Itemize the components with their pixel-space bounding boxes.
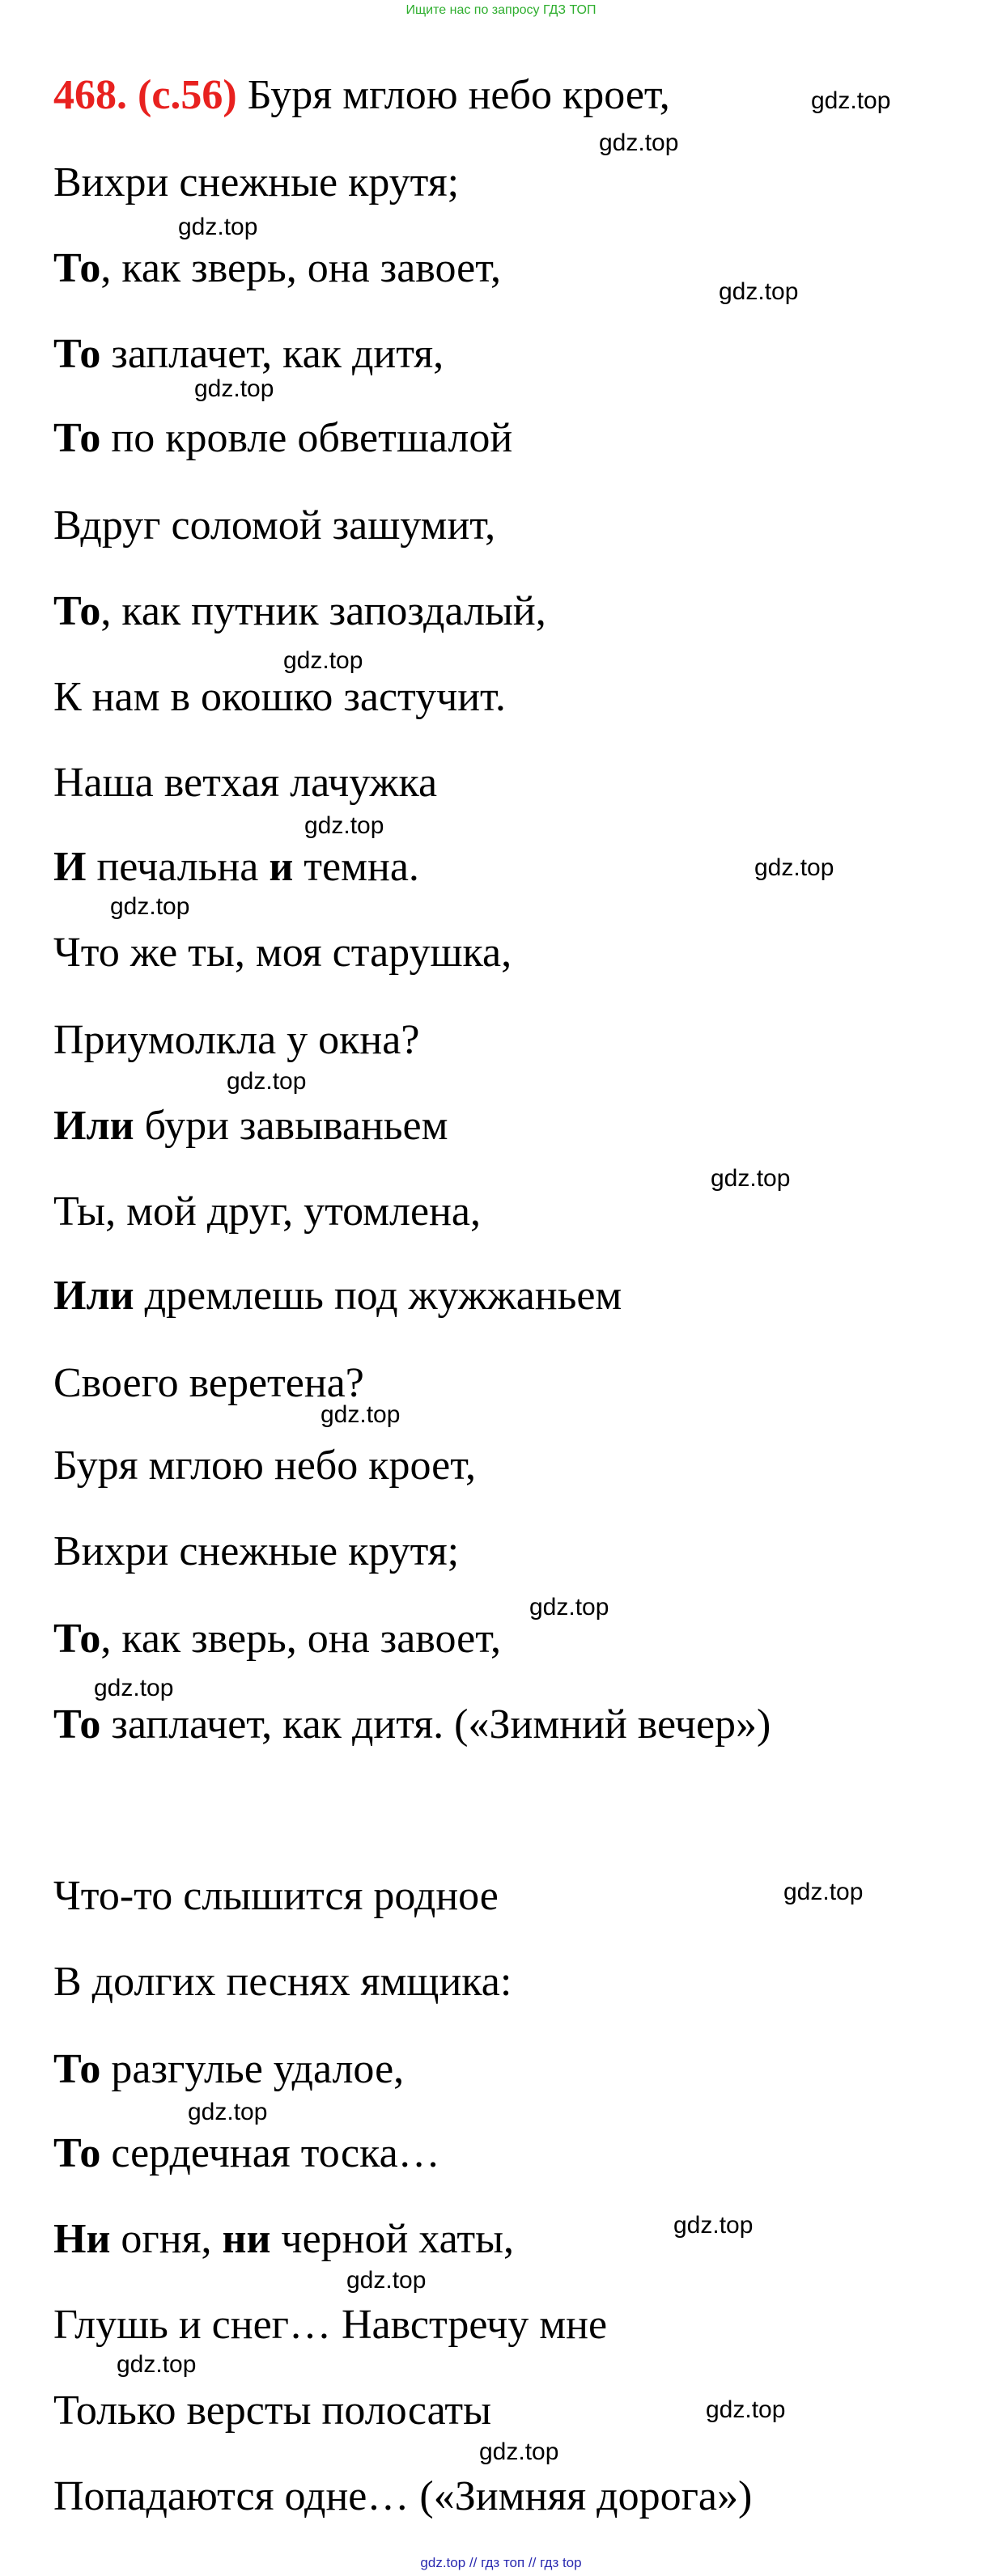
footer: gdz.top // гдз топ // гдз top: [420, 2555, 582, 2570]
line-text: Только версты полосаты: [53, 2387, 492, 2434]
poem-line: [53, 2045, 404, 2094]
line-text: , как зверь, она завоет,: [100, 1616, 502, 1662]
line-text: Ты, мой друг, утомлена,: [53, 1188, 481, 1235]
line-text: печальна: [86, 844, 270, 890]
watermark: gdz.top: [283, 647, 363, 674]
bold-word: Или: [53, 1103, 134, 1149]
poem-line: [53, 2129, 440, 2178]
bold-word: Или: [53, 1273, 134, 1319]
watermark: gdz.top: [811, 87, 891, 114]
bold-word: То: [53, 1616, 101, 1662]
line-text: заплачет, как дитя,: [100, 331, 444, 377]
watermark: gdz.top: [188, 2099, 268, 2125]
line-text: , как зверь, она завоет,: [100, 245, 502, 291]
poem-line: [53, 1359, 364, 1408]
poem-line: [53, 1615, 501, 1663]
line-text: Вихри снежные крутя;: [53, 159, 460, 205]
bold-word: Ни: [53, 2216, 111, 2262]
watermark: gdz.top: [599, 129, 679, 156]
watermark: gdz.top: [719, 278, 799, 305]
watermark: gdz.top: [529, 1594, 609, 1621]
bold-word: То: [53, 588, 101, 634]
watermark: gdz.top: [479, 2438, 559, 2465]
poem-line: [53, 330, 444, 379]
line-text: Что же ты, моя старушка,: [53, 930, 512, 976]
line-text: Вихри снежные крутя;: [53, 1528, 460, 1574]
line-text: Что-то слышится родное: [53, 1873, 499, 1919]
watermark: gdz.top: [304, 812, 384, 839]
watermark: gdz.top: [673, 2212, 754, 2239]
line-text: В долгих песнях ямщика:: [53, 1959, 512, 2005]
poem-line: [53, 929, 512, 977]
watermark: gdz.top: [754, 854, 834, 881]
poem-line: [53, 1188, 481, 1236]
watermark: gdz.top: [227, 1068, 307, 1095]
poem-line: [53, 2387, 491, 2435]
line-text: Приумолкла у окна?: [53, 1017, 420, 1063]
line-text: огня,: [110, 2216, 223, 2262]
bold-word: То: [53, 331, 101, 377]
watermark: gdz.top: [711, 1165, 791, 1192]
bold-word: И: [53, 844, 87, 890]
line-text: по кровле обветшалой: [100, 415, 513, 461]
poem-line: [53, 1272, 622, 1320]
poem-line: [53, 1872, 499, 1921]
bold-word: То: [53, 415, 101, 461]
poem-line: [53, 1102, 448, 1150]
line-text: Буря мглою небо кроет,: [53, 1443, 477, 1489]
poem-line: [53, 414, 512, 463]
bold-word: ни: [222, 2216, 271, 2262]
bold-word: То: [53, 245, 101, 291]
poem-line: [53, 1527, 459, 1576]
line-text: Своего веретена?: [53, 1360, 364, 1406]
line-text: Глушь и снег… Навстречу мне: [53, 2302, 608, 2348]
poem-line: [53, 759, 437, 807]
poem-line: [53, 2472, 752, 2521]
bold-word: То: [53, 2046, 101, 2092]
poem-line: [53, 2215, 514, 2264]
line-text: заплачет, как дитя. («Зимний вечер»): [100, 1701, 771, 1748]
poem-line: [53, 244, 501, 293]
line-text: Попадаются одне… («Зимняя дорога»): [53, 2473, 753, 2519]
poem-line: [53, 71, 670, 120]
poem-line: [53, 1701, 771, 1749]
line-text: К нам в окошко застучит.: [53, 674, 506, 720]
poem-line: [53, 2301, 607, 2349]
poem-line: [53, 673, 506, 722]
watermark: gdz.top: [110, 893, 190, 920]
line-text: бури завываньем: [134, 1103, 448, 1149]
line-text: темна.: [293, 844, 419, 890]
watermark: gdz.top: [706, 2396, 786, 2423]
line-text: дремлешь под жужжаньем: [134, 1273, 622, 1319]
line-text: , как путник запоздалый,: [100, 588, 546, 634]
poem-line: [53, 159, 459, 207]
line-text: черной хаты,: [270, 2216, 515, 2262]
task-number: 468. (с.56): [53, 72, 237, 118]
poem-line: [53, 843, 419, 892]
poem-line: [53, 587, 546, 636]
bold-word: То: [53, 2130, 101, 2176]
top-banner: Ищите нас по запросу ГДЗ ТОП: [405, 3, 597, 17]
watermark: gdz.top: [346, 2267, 427, 2294]
poem-line: [53, 1958, 512, 2006]
line-text: сердечная тоска…: [100, 2130, 440, 2176]
poem-line: [53, 502, 495, 550]
watermark: gdz.top: [321, 1401, 401, 1428]
poem-line: [53, 1016, 419, 1065]
line-text: Вдруг соломой зашумит,: [53, 502, 496, 549]
watermark: gdz.top: [94, 1675, 174, 1701]
watermark: gdz.top: [194, 375, 274, 402]
watermark: gdz.top: [178, 214, 258, 240]
line-text: Наша ветхая лачужка: [53, 760, 438, 806]
poem-line: [53, 1442, 476, 1490]
line-text: Буря мглою небо кроет,: [247, 72, 670, 118]
watermark: gdz.top: [117, 2351, 197, 2378]
line-text: разгулье удалое,: [100, 2046, 405, 2092]
watermark: gdz.top: [783, 1879, 864, 1905]
bold-word: То: [53, 1701, 101, 1748]
bold-word: и: [269, 844, 294, 890]
